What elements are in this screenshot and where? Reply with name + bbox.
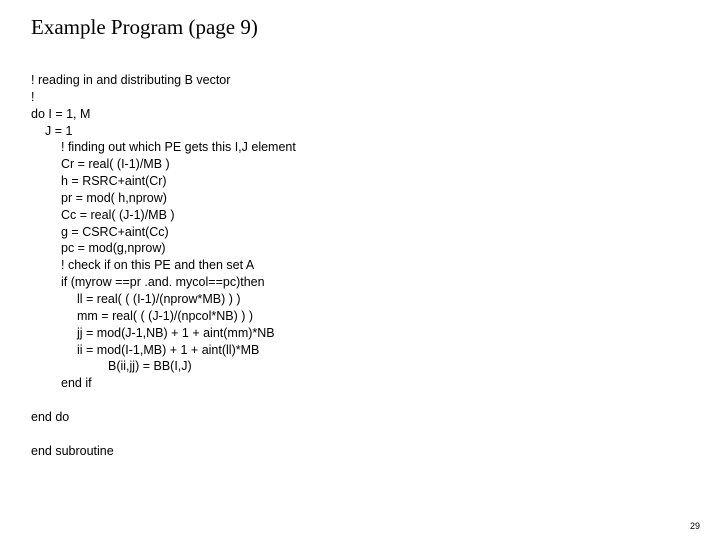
- code-line: ii = mod(I-1,MB) + 1 + aint(ll)*MB: [77, 342, 260, 357]
- code-line: do I = 1, M: [31, 106, 91, 121]
- code-line: J = 1: [45, 123, 73, 138]
- code-line: jj = mod(J-1,NB) + 1 + aint(mm)*NB: [77, 325, 275, 340]
- slide-title: Example Program (page 9): [31, 15, 258, 39]
- code-line: mm = real( ( (J-1)/(npcol*NB) ) ): [77, 308, 254, 323]
- code-line: Cr = real( (I-1)/MB ): [61, 157, 170, 172]
- code-line: ! reading in and distributing B vector: [31, 73, 231, 87]
- code-line: pr = mod( h,nprow): [61, 190, 167, 205]
- code-line: B(ii,jj) = BB(I,J): [108, 359, 192, 374]
- code-line: ! check if on this PE and then set A: [61, 258, 255, 273]
- code-line: end if: [61, 376, 92, 391]
- code-line: if (myrow ==pr .and. mycol==pc)then: [61, 275, 265, 290]
- slide-number: 29: [689, 521, 700, 531]
- code-blank-line: [31, 426, 296, 443]
- code-line: end do: [31, 409, 70, 424]
- code-line: ! finding out which PE gets this I,J element: [61, 140, 296, 155]
- code-line: !: [31, 89, 35, 104]
- code-line: end subroutine: [31, 443, 114, 458]
- code-line: h = RSRC+aint(Cr): [61, 174, 167, 189]
- code-block: [31, 72, 296, 459]
- code-line: pc = mod(g,nprow): [61, 241, 166, 256]
- code-line: g = CSRC+aint(Cc): [61, 224, 169, 239]
- code-line: Cc = real( (J-1)/MB ): [61, 207, 175, 222]
- code-blank-line: [31, 392, 296, 409]
- code-line: ll = real( ( (I-1)/(nprow*MB) ) ): [77, 291, 241, 306]
